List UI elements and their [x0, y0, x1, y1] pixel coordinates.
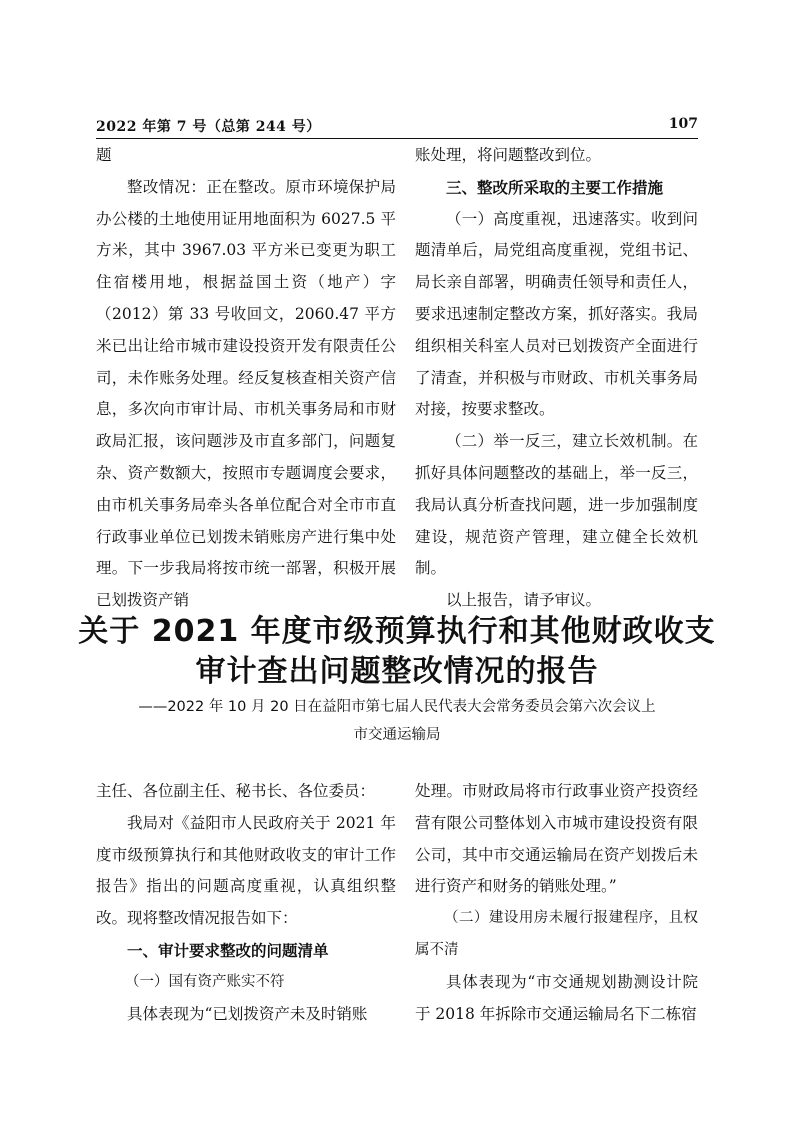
- paragraph: 具体表现为“已划拨资产未及时销账: [127, 1004, 368, 1023]
- section-heading: 一、审计要求整改的问题清单: [127, 940, 329, 960]
- report-author: 市交通运输局: [353, 727, 441, 743]
- paragraph: 具体表现为“市交通规划勘测设计院于 2018 年拆除市交通运输局名下二栋宿: [415, 972, 698, 1023]
- top-right-column: [415, 140, 698, 617]
- report-title-line-1: 关于 2021 年度市级预算执行和其他财政收支: [78, 614, 716, 649]
- section-heading: 三、整改所采取的主要工作措施: [446, 177, 664, 197]
- page-number: 107: [668, 116, 698, 132]
- paragraph: 我局对《益阳市人民政府关于 2021 年度市级预算执行和其他财政收支的审计工作报告》指出的问题高度重视，认真组织整改。现将整改情况报告如下：: [96, 813, 396, 928]
- paragraph: 整改情况：正在整改。原市环境保护局办公楼的土地使用证用地面积为 6027.5 平方米，其中 3967.03 平方米已变更为职工住宿楼用地，根据益国土资（地产）字（2012）第 33 号收回文，2060.47 平方米已出让给市城市建设投资开发有限责任公司，未作账务处理。经反复核查相关资产信息，多次向市审计局、市机关事务局和市财政局汇报，该问题涉及市直多部门，问题复杂、资产数额大，按照市专题调度会要求，由市机关事务局牵头各单位配合对全市市直行政事业单位已划拨未销账房产进行集中处理。下一步我局将按市统一部署，积极开展已划拨资产销: [96, 177, 396, 610]
- bottom-right-column: [415, 776, 698, 1030]
- paragraph: 账处理，将问题整改到位。: [415, 146, 602, 164]
- subsection-heading: （二）建设用房未履行报建程序，且权属不清: [415, 910, 698, 958]
- report-subtitle: ——2022 年 10 月 20 日在益阳市第七届人民代表大会常务委员会第六次会议上: [138, 699, 656, 715]
- paragraph: （二）举一反三，建立长效机制。在抓好具体问题整改的基础上，举一反三，我局认真分析查找问题，进一步加强制度建设，规范资产管理，建立健全长效机制。: [415, 432, 698, 578]
- bottom-left-column: [96, 776, 396, 1030]
- salutation: 主任、各位副主任、秘书长、各位委员：: [96, 782, 376, 800]
- subsection-heading: （一）国有资产账实不符: [125, 973, 285, 990]
- paragraph: 以上报告，请予审议。: [446, 591, 602, 610]
- running-header: [96, 114, 698, 139]
- paragraph: 题: [96, 146, 112, 164]
- top-left-column: [96, 140, 396, 617]
- report-title-line-2: 审计查出问题整改情况的报告: [195, 654, 599, 689]
- issue-label: 2022 年第 7 号（总第 244 号）: [96, 119, 321, 135]
- paragraph: 处理。市财政局将市行政事业资产投资经营有限公司整体划入市城市建设投资有限公司，其中市交通运输局在资产划拨后未进行资产和财务的销账处理。”: [415, 782, 698, 896]
- paragraph: （一）高度重视，迅速落实。收到问题清单后，局党组高度重视，党组书记、局长亲自部署，明确责任领导和责任人，要求迅速制定整改方案，抓好落实。我局组织相关科室人员对已划拨资产全面进行了清查，并积极与市财政、市机关事务局对接，按要求整改。: [415, 209, 698, 419]
